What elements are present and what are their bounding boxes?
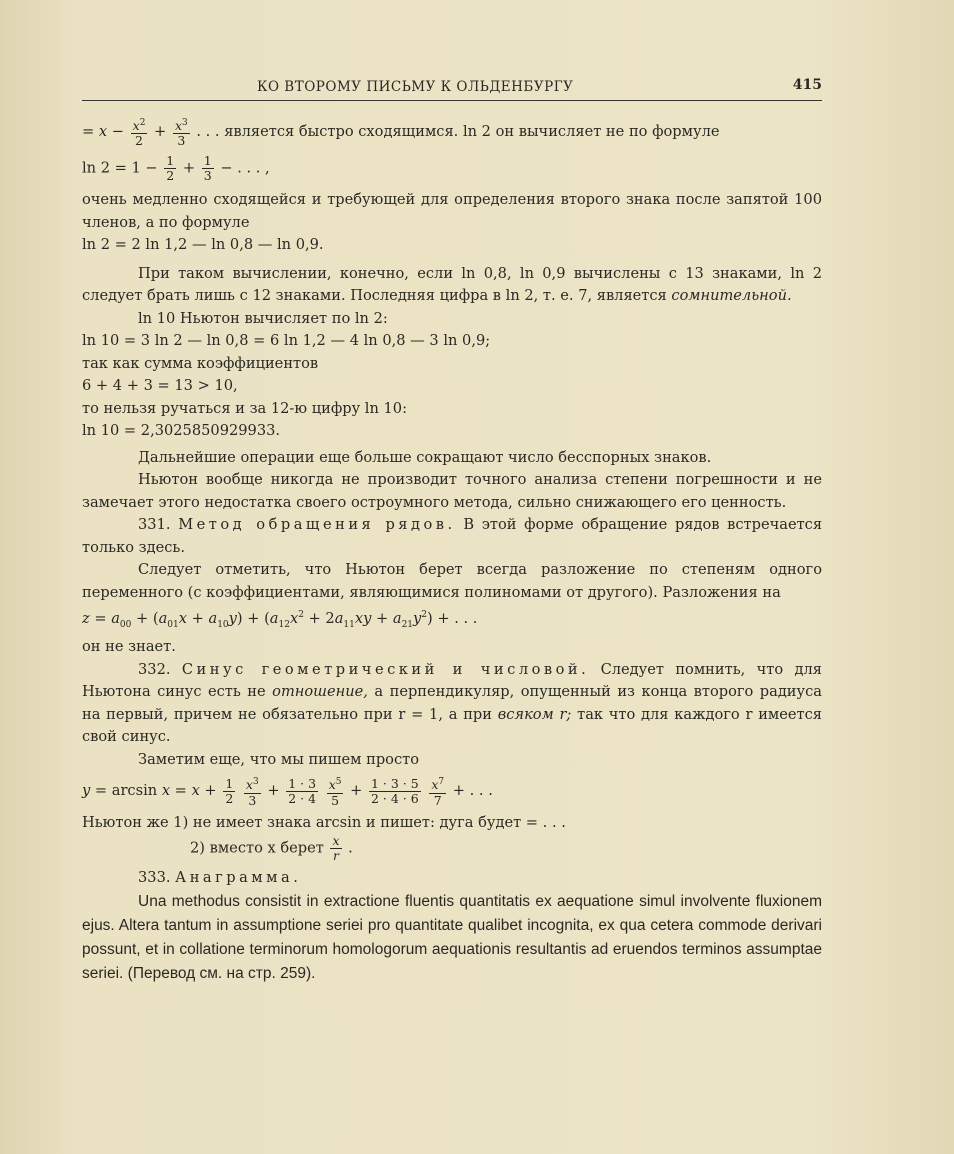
fraction-1-over-2: $\frac{1}{2}$ <box>166 153 175 184</box>
running-title: КО ВТОРОМУ ПИСЬМУ К ОЛЬДЕНБУРГУ <box>257 79 574 95</box>
section-332-italic-ratio: отношение, <box>272 683 368 701</box>
section-332 <box>82 659 822 749</box>
series-line-text: является быстро сходящимся. ln 2 он вычисляет не по формуле <box>224 123 720 141</box>
page-number: 415 <box>792 77 822 93</box>
paragraph-latin-anagram: Una methodus consistit in extractione fluentis quantitatis ex aequatione simul involvente fluxionem ejus. Altera tantum in assumptione seriei pro quantitate qualibet incognita, ex qua cetera commode derivari possunt, et in collatione terminorum homologorum aequationis resultantis ad eruendos terminos assumptae seriei. (Перевод см. на стр. 259). <box>82 892 822 982</box>
section-333-title: Анаграмма. <box>175 869 302 887</box>
fraction-x3-over-3: $\frac{x^3}{3}$ <box>174 118 188 149</box>
paragraph-12th-digit: то нельзя ручаться и за 12-ю цифру ln 10: <box>82 399 408 417</box>
precision-italic: сомнительной. <box>671 287 792 305</box>
equation-ln2-lhs: ln 2 = 1 − <box>82 159 158 177</box>
fraction-1-over-3: $\frac{1}{3}$ <box>203 153 212 184</box>
section-332-number: 332. <box>138 660 171 678</box>
page-body <box>82 116 822 986</box>
section-331-text: В этой форме обращение рядов встречается только здесь. <box>82 516 823 556</box>
section-332-italic-any-r: всяком r; <box>497 705 572 723</box>
fraction-1-3-over-2-4: $\frac{1 \cdot 3}{2 \cdot 4}$ <box>288 776 317 806</box>
equation-ln10: ln 10 = 3 ln 2 — ln 0,8 = 6 ln 1,2 — 4 ln 0,8 — 3 ln 0,9; <box>82 332 491 350</box>
section-333 <box>82 867 822 890</box>
paragraph-does-not-know: он не знает. <box>82 638 176 656</box>
paragraph-coefficients: так как сумма коэффициентов <box>82 354 319 372</box>
x-over-r-text: 2) вместо x берет <box>190 839 324 857</box>
fraction-x-over-r: $\frac{x}{r}$ <box>332 833 340 864</box>
section-332-text-a: Следует помнить, что для Ньютона синус есть не <box>82 660 822 701</box>
section-333-number: 333. <box>138 869 171 887</box>
equation-z-expansion: $z = a_{00} + (a_{01}x + a_{10}y) + (a_{12}x^2 + 2a_{11}xy + a_{21}y^2)$ + . . . <box>82 610 478 630</box>
equation-ln10-value: ln 10 = 2,3025850929933. <box>82 422 281 440</box>
equation-ln2-formula: ln 2 = 2 ln 1,2 — ln 0,8 — ln 0,9. <box>82 236 324 254</box>
precision-text: При таком вычислении, конечно, если ln 0,8, ln 0,9 вычислены с 13 знаками, ln 2 следует брать лишь с 12 знаками. Последняя цифра в ln 2, т. е. 7, является <box>82 264 822 305</box>
equation-coeff-sum: 6 + 4 + 3 = 13 > 10, <box>82 377 238 395</box>
paragraph-x-over-r: 2) вместо x берет $\frac{x}{r}$ . <box>190 833 353 864</box>
section-331-title: Метод обращения рядов. <box>178 516 456 534</box>
fraction-x3-over-3-arcsin: $\frac{x^3}{3}$ <box>245 777 259 808</box>
paragraph-slow-convergence: очень медленно сходящейся и требующей для определения второго знака после запятой 100 членов, а по формуле <box>82 191 822 231</box>
paragraph-precision <box>82 263 822 308</box>
series-line: = x − $\frac{x^2}{2}$ + $\frac{x^3}{3}$ . . . является быстро сходящимся. ln 2 он вычисляет не по формуле <box>82 118 720 149</box>
paragraph-ln10: ln 10 Ньютон вычисляет по ln 2: <box>138 309 388 327</box>
running-header <box>82 77 822 101</box>
fraction-1-3-5-over-2-4-6: $\frac{1 \cdot 3 \cdot 5}{2 \cdot 4 \cdot 6}$ <box>371 776 419 806</box>
equation-ln2-series: ln 2 = 1 − $\frac{1}{2}$ + $\frac{1}{3}$ − . . . , <box>82 153 270 184</box>
section-332-title: Синус геометрический и числовой. <box>181 660 590 678</box>
fraction-x7-over-7: $\frac{x^7}{7}$ <box>431 777 445 808</box>
equation-ln2-tail: − . . . , <box>220 159 270 177</box>
section-331-number: 331. <box>138 516 171 534</box>
paragraph-newton-arcsin: Ньютон же 1) не имеет знака arcsin и пишет: дуга будет = . . . <box>82 813 566 831</box>
equation-arcsin-series: y = arcsin x = x + $\frac{1}{2}$ $\frac{x^3}{3}$ + $\frac{1 \cdot 3}{2 \cdot 4}$ $\frac{x^5}{5}$ + $\frac{1 \cdot 3 \cdot 5}{2 \cdot 4 \cdot 6}$ $\frac{x^7}{7}$ + . . . <box>82 776 493 808</box>
paragraph-we-write: Заметим еще, что мы пишем просто <box>138 750 419 768</box>
paragraph-further-ops: Дальнейшие операции еще больше сокращают число бесспорных знаков. <box>138 448 712 466</box>
section-332-text-c: так что для каждого r имеется свой синус. <box>82 705 823 746</box>
fraction-1-over-2-arcsin: $\frac{1}{2}$ <box>225 776 234 806</box>
header-rule <box>82 100 822 101</box>
fraction-x5-over-5: $\frac{x^5}{5}$ <box>328 777 342 808</box>
section-332-text-b: а перпендикуляр, опущенный из конца второго радиуса на первый, причем не обязательно при r = 1, а при <box>82 683 822 723</box>
fraction-x2-over-2: $\frac{x^2}{2}$ <box>132 118 146 149</box>
paragraph-error-analysis: Ньютон вообще никогда не производит точного анализа степени погрешности и не замечает этого недостатка своего остроумного метода, сильно снижающего его ценность. <box>82 471 822 511</box>
paragraph-expansion: Следует отметить, что Ньютон берет всегда разложение по степеням одного переменного (с коэффициентами, являющимися полиномами от другого). Разложения на <box>82 561 822 601</box>
section-331 <box>82 514 822 559</box>
